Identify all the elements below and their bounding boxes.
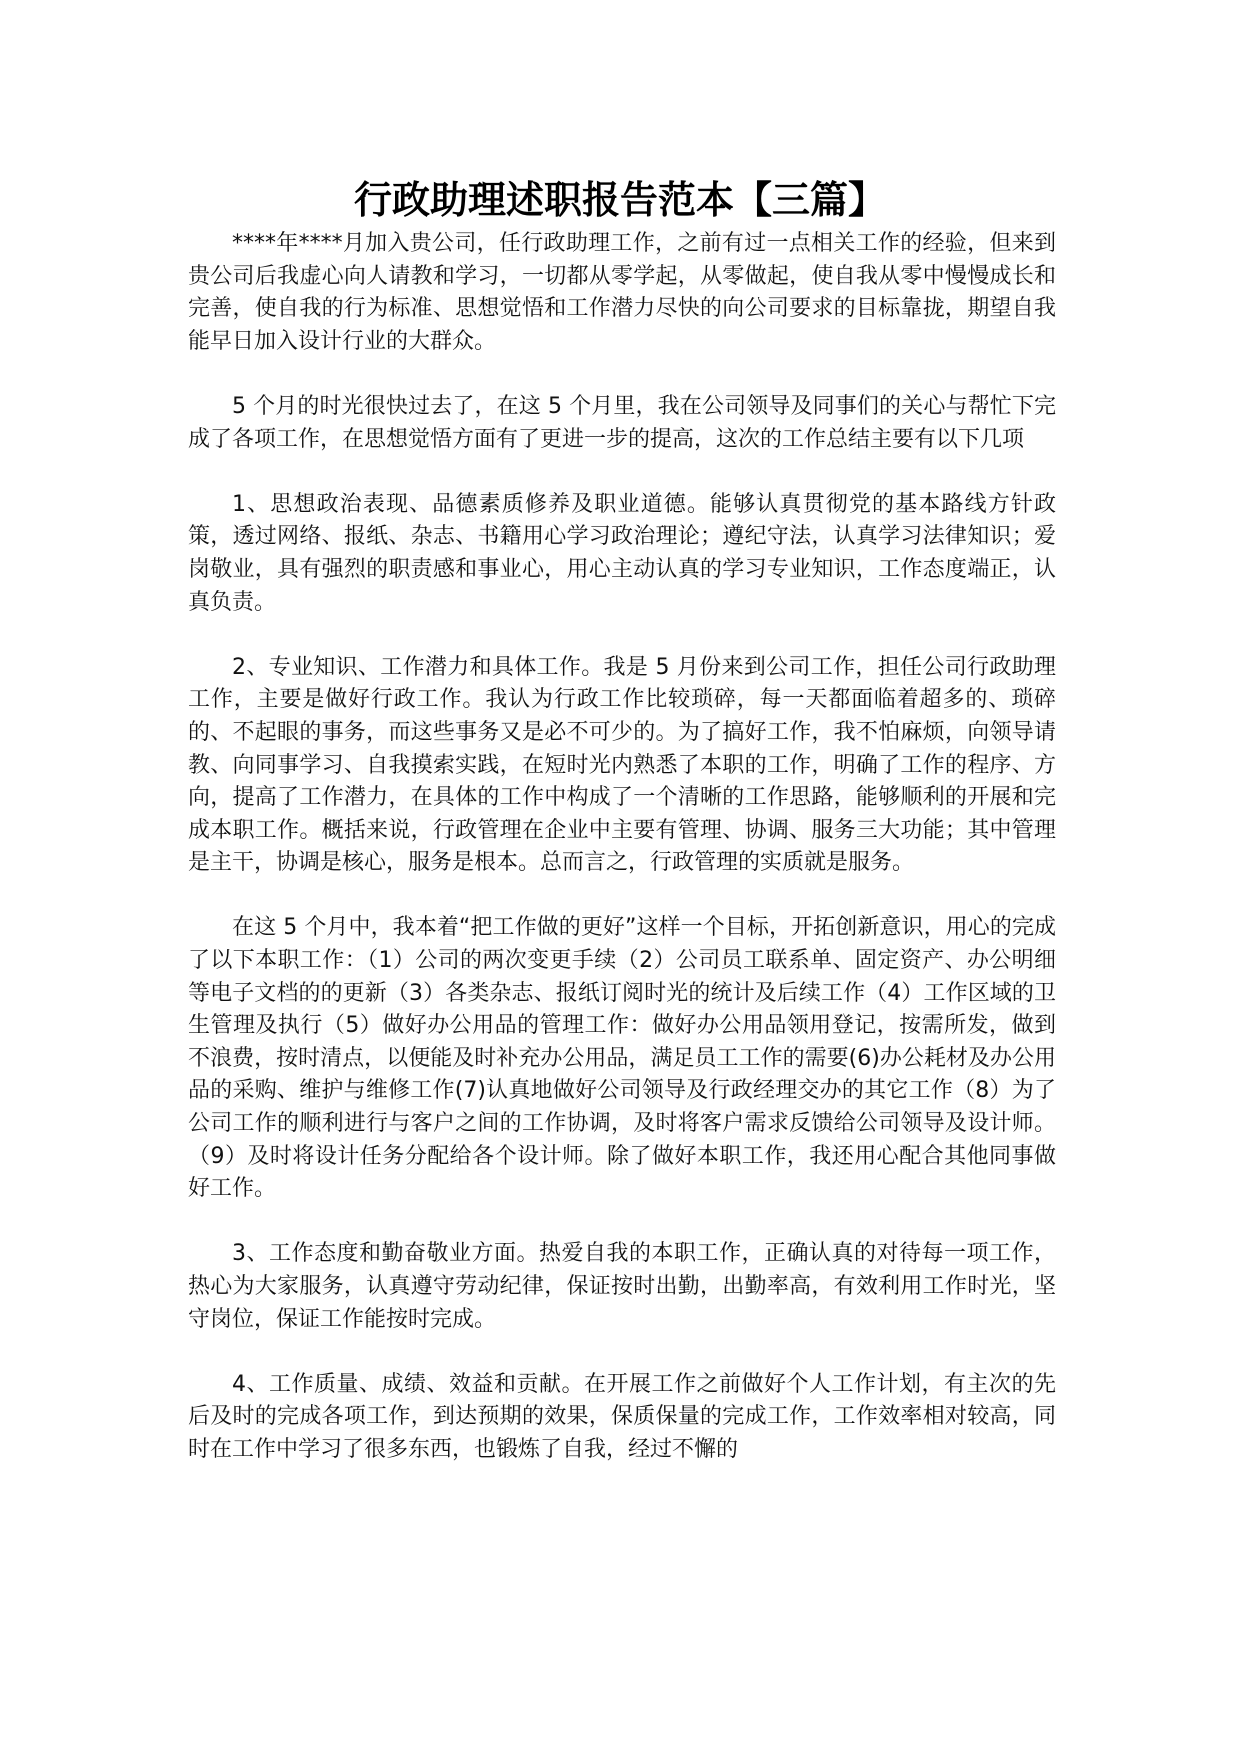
paragraph-duties: 在这 5 个月中，我本着“把工作做的更好”这样一个目标，开拓创新意识，用心的完成了以下本职工作：（1）公司的两次变更手续（2）公司员工联系单、固定资产、办公明细等电子文档的的更新（3）各类杂志、报纸订阅时光的统计及后续工作（4）工作区域的卫生管理及执行（5）做好办公用品的管理工作：做好办公用品领用登记，按需所发，做到不浪费，按时清点，以便能及时补充办公用品，满足员工工作的需要(6)办公耗材及办公用品的采购、维护与维修工作(7)认真地做好公司领导及行政经理交办的其它工作（8）为了公司工作的顺利进行与客户之间的工作协调，及时将客户需求反馈给公司领导及设计师。（9）及时将设计任务分配给各个设计师。除了做好本职工作，我还用心配合其他同事做好工作。: [188, 915, 1056, 1202]
document-title: 行政助理述职报告范本【三篇】: [353, 178, 886, 222]
paragraph-section-2: 2、专业知识、工作潜力和具体工作。我是 5 月份来到公司工作，担任公司行政助理工作，主要是做好行政工作。我认为行政工作比较琐碎，每一天都面临着超多的、琐碎的、不起眼的事务，而这些事务又是必不可少的。为了搞好工作，我不怕麻烦，向领导请教、向同事学习、自我摸索实践，在短时光内熟悉了本职的工作，明确了工作的程序、方向，提高了工作潜力，在具体的工作中构成了一个清晰的工作思路，能够顺利的开展和完成本职工作。概括来说，行政管理在企业中主要有管理、协调、服务三大功能；其中管理是主干，协调是核心，服务是根本。总而言之，行政管理的实质就是服务。: [188, 654, 1056, 876]
paragraph-section-1: 1、思想政治表现、品德素质修养及职业道德。能够认真贯彻党的基本路线方针政策，透过网络、报纸、杂志、书籍用心学习政治理论；遵纪守法，认真学习法律知识；爱岗敬业，具有强烈的职责感和事业心，用心主动认真的学习专业知识，工作态度端正，认真负责。: [188, 491, 1056, 615]
paragraph-intro: ****年****月加入贵公司，任行政助理工作，之前有过一点相关工作的经验，但来到贵公司后我虚心向人请教和学习，一切都从零学起，从零做起，使自我从零中慢慢成长和完善，使自我的行为标准、思想觉悟和工作潜力尽快的向公司要求的目标靠拢，期望自我能早日加入设计行业的大群众。: [188, 231, 1056, 354]
document-body: [188, 228, 1056, 1499]
paragraph-summary: 5 个月的时光很快过去了，在这 5 个月里，我在公司领导及同事们的关心与帮忙下完成了各项工作，在思想觉悟方面有了更进一步的提高，这次的工作总结主要有以下几项: [188, 393, 1056, 452]
paragraph-section-3: 3、工作态度和勤奋敬业方面。热爱自我的本职工作，正确认真的对待每一项工作，热心为大家服务，认真遵守劳动纪律，保证按时出勤，出勤率高，有效利用工作时光，坚守岗位，保证工作能按时完成。: [188, 1241, 1056, 1332]
paragraph-section-4: 4、工作质量、成绩、效益和贡献。在开展工作之前做好个人工作计划，有主次的先后及时的完成各项工作，到达预期的效果，保质保量的完成工作，工作效率相对较高，同时在工作中学习了很多东西，也锻炼了自我，经过不懈的: [188, 1371, 1056, 1462]
